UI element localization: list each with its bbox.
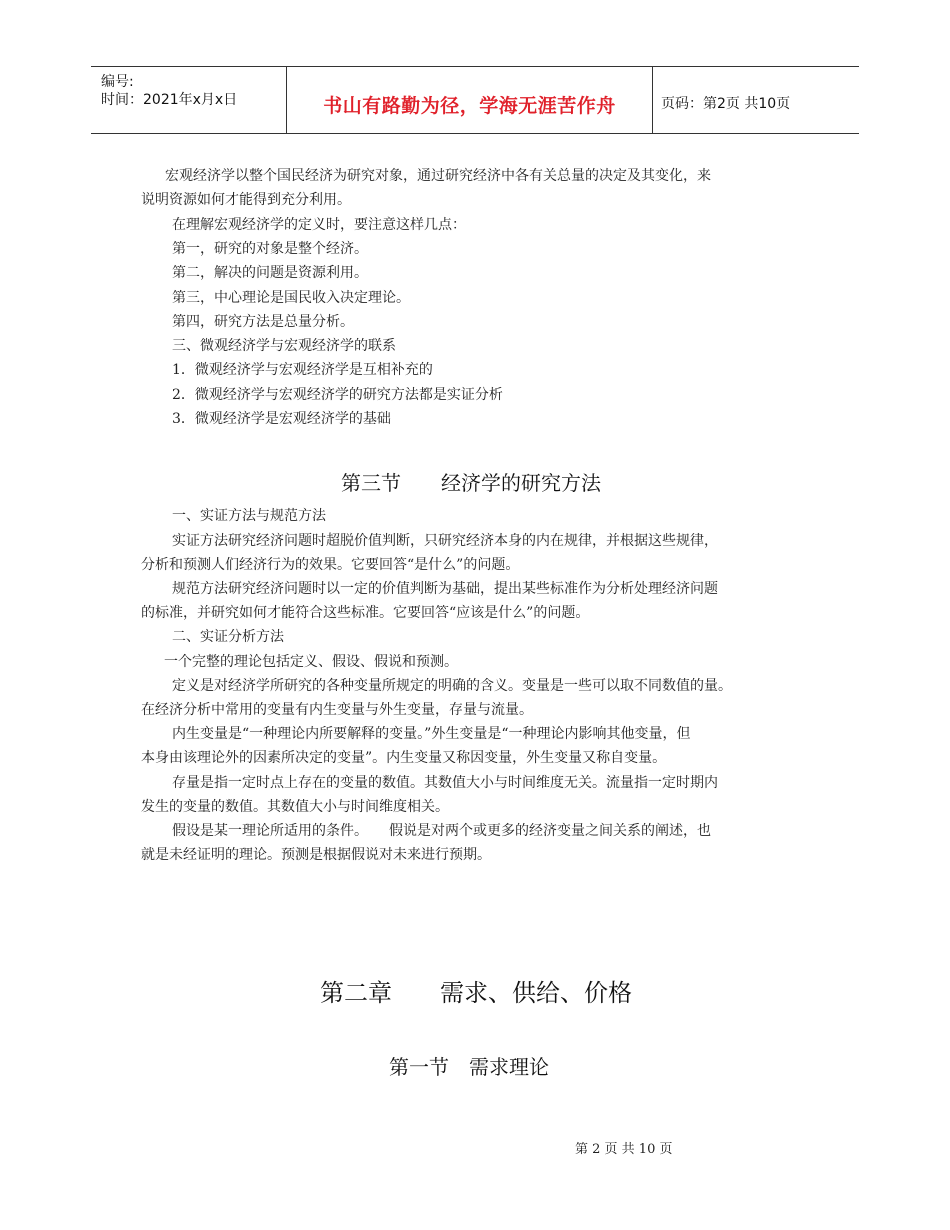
header-time-label: 时间：2021年x月x日 [101,92,238,108]
paragraph-line: 宏观经济学以整个国民经济为研究对象，通过研究经济中各有关总量的决定及其变化，来 [165,168,711,184]
paragraph-line: 在经济分析中常用的变量有内生变量与外生变量，存量与流量。 [141,702,533,718]
paragraph-line: 本身由该理论外的因素所决定的变量”。内生变量又称因变量，外生变量又称自变量。 [141,750,667,766]
paragraph-line: 实证方法研究经济问题时超脱价值判断，只研究经济本身的内在规律，并根据这些规律， [172,533,718,549]
list-item: 2．微观经济学与宏观经济学的研究方法都是实证分析 [172,387,503,403]
paragraph-line: 内生变量是“一种理论内所要解释的变量。”外生变量是“一种理论内影响其他变量，但 [172,726,691,742]
paragraph-line: 的标准，并研究如何才能符合这些标准。它要回答“应该是什么”的问题。 [141,605,590,621]
header-right-cell [651,67,859,133]
section-title: 第一节 需求理论 [389,1055,549,1079]
paragraph-line: 就是未经证明的理论。预测是根据假说对未来进行预期。 [141,847,491,863]
list-item: 1．微观经济学与宏观经济学是互相补充的 [172,362,433,378]
list-item: 第四，研究方法是总量分析。 [172,314,354,330]
header-middle-cell [286,67,653,133]
header-number-label: 编号: [101,74,134,90]
subheading: 二、实证分析方法 [172,629,284,645]
paragraph-line: 说明资源如何才能得到充分利用。 [141,192,351,208]
paragraph-line: 分析和预测人们经济行为的效果。它要回答“是什么”的问题。 [141,557,520,573]
subheading: 三、微观经济学与宏观经济学的联系 [172,338,396,354]
page-footer: 第 2 页 共 10 页 [575,1142,673,1157]
list-item: 第三，中心理论是国民收入决定理论。 [172,290,410,306]
chapter-title: 第二章 需求、供给、价格 [320,979,632,1007]
paragraph-line: 存量是指一定时点上存在的变量的数值。其数值大小与时间维度无关。流量指一定时期内 [172,775,718,791]
header-left-cell [91,67,286,133]
list-item: 第二，解决的问题是资源利用。 [172,265,368,281]
subheading: 一、实证方法与规范方法 [172,508,326,524]
list-item: 3．微观经济学是宏观经济学的基础 [172,411,391,427]
header-motto: 书山有路勤为径，学海无涯苦作舟 [323,95,616,117]
paragraph-line: 发生的变量的数值。其数值大小与时间维度相关。 [141,799,449,815]
paragraph-line: 一个完整的理论包括定义、假设、假说和预测。 [164,654,458,670]
page-header [91,66,859,134]
paragraph-line: 在理解宏观经济学的定义时，要注意这样几点： [172,217,466,233]
paragraph-line: 假设是某一理论所适用的条件。 假说是对两个或更多的经济变量之间关系的阐述，也 [172,823,711,839]
paragraph-line: 定义是对经济学所研究的各种变量所规定的明确的含义。变量是一些可以取不同数值的量。 [172,678,732,694]
paragraph-line: 规范方法研究经济问题时以一定的价值判断为基础，提出某些标准作为分析处理经济问题 [172,581,718,597]
section-title: 第三节 经济学的研究方法 [341,471,601,495]
list-item: 第一，研究的对象是整个经济。 [172,241,368,257]
header-page-label: 页码：第2页 共10页 [661,96,791,112]
